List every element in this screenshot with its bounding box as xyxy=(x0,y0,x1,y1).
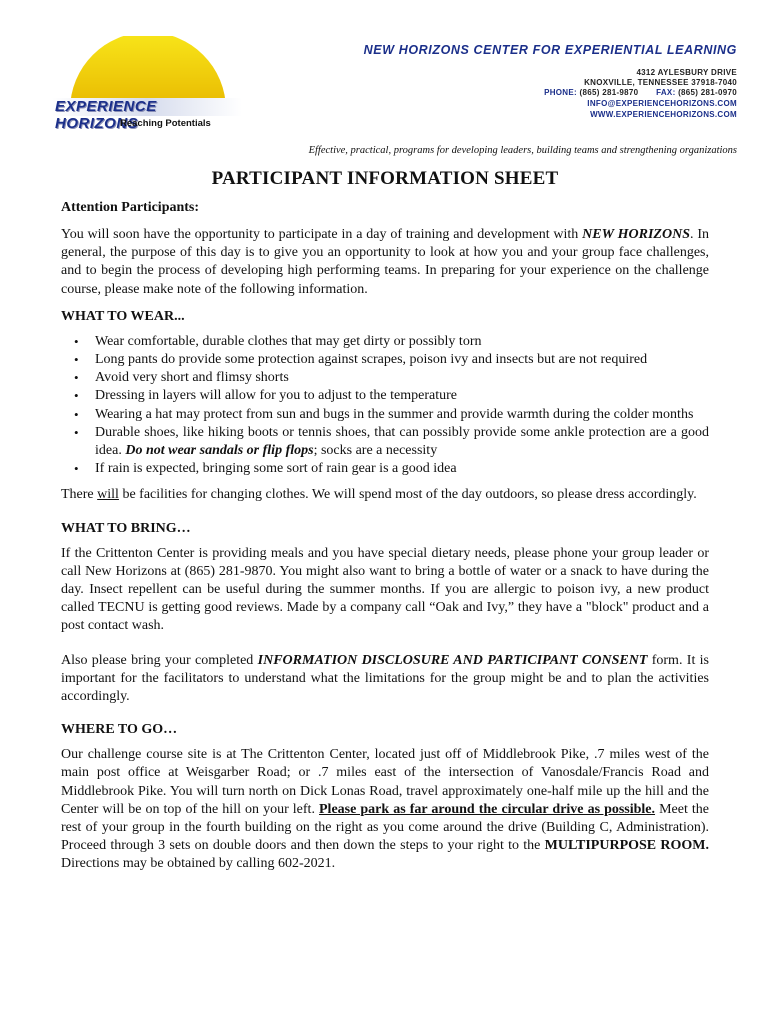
intro-text-1: You will soon have the opportunity to participate in a day of training and development with xyxy=(61,227,583,242)
list-item: • Wearing a hat may protect from sun and bugs in the summer and provide warmth during the colder months xyxy=(95,406,709,424)
wear-note-2: be facilities for changing clothes. We will spend most of the day outdoors, so please dress accordingly. xyxy=(118,487,697,503)
page-title: PARTICIPANT INFORMATION SHEET xyxy=(211,168,559,189)
directions-text-1: Our challenge course site is at The Crittenton Center, located just off of Middlebrook Pike, .7 miles west of the main post office at Weisgarber Road; or .7 miles east of the intersection of Vanosdale/Francis Road and Middlebrook Pike. You will turn north on Dick Lonas Road, travel approximately one-half mile up the hill and the Center will be on top of the hill on your left. xyxy=(61,747,709,817)
shoes-text-1: Durable shoes, like hiking boots or tennis shoes, that can possibly provide some ankle protection are a good idea. xyxy=(95,424,709,459)
shoes-warning: Do not wear sandals or flip flops xyxy=(125,443,314,459)
wear-note-1: There xyxy=(61,487,98,503)
list-item xyxy=(95,424,709,460)
intro-org-emphasis: NEW HORIZONS xyxy=(582,227,690,242)
organization-tagline: Effective, practical, programs for developing leaders, building teams and strengthening organizations xyxy=(308,145,737,156)
logo-wordmark: EXPERIENCE HORIZONS xyxy=(55,98,157,132)
website-link[interactable]: WWW.EXPERIENCEHORIZONS.COM xyxy=(590,110,737,119)
shoes-text-2: ; socks are a necessity xyxy=(313,443,438,459)
phone-number: (865) 281-9870 xyxy=(579,88,639,97)
list-item: • Avoid very short and flimsy shorts xyxy=(95,369,709,387)
parking-instruction: Please park as far around the circular drive as possible. xyxy=(319,801,656,817)
phone-label: PHONE: xyxy=(544,88,577,97)
list-item: • Wear comfortable, durable clothes that may get dirty or possibly torn xyxy=(95,333,709,351)
bring-paragraph-2 xyxy=(61,652,709,707)
room-name: MULTIPURPOSE ROOM. xyxy=(544,838,709,854)
directions-text-2: Meet the rest of your group in the fourth building on the right as you come around the drive (Building C, Administration). Proceed through 3 sets on double doors and then down the steps to your right to the xyxy=(61,801,709,854)
wear-note-underline: will xyxy=(97,487,119,503)
wear-heading: WHAT TO WEAR... xyxy=(61,308,185,324)
address-line-1: 4312 AYLESBURY DRIVE xyxy=(636,68,737,77)
phone-fax-line xyxy=(544,88,737,97)
intro-text-2: . In general, the purpose of this day is to give you an opportunity to look at how you and your group face challenges, and to begin the process of developing high performing teams. In preparing for your experience on the challenge course, please make note of the following information. xyxy=(61,227,710,297)
directions-paragraph xyxy=(61,746,709,873)
bring-text-1: Also please bring your completed xyxy=(61,652,258,668)
fax-label: FAX: xyxy=(656,88,676,97)
main-content xyxy=(61,168,709,874)
list-item: • Dressing in layers will allow for you to adjust to the temperature xyxy=(95,387,709,405)
attention-heading: Attention Participants: xyxy=(61,200,200,215)
consent-form-name: INFORMATION DISCLOSURE AND PARTICIPANT CONSENT xyxy=(257,652,648,668)
email-link[interactable]: INFO@EXPERIENCEHORIZONS.COM xyxy=(587,99,737,108)
organization-name: NEW HORIZONS CENTER FOR EXPERIENTIAL LEARNING xyxy=(363,43,737,57)
intro-paragraph xyxy=(61,226,709,299)
directions-text-3: Directions may be obtained by calling 602-2021. xyxy=(61,856,336,872)
bring-text-2: form. It is important for the facilitators to understand what the limitations for the group might be and to plan the activities accordingly. xyxy=(61,652,710,705)
logo-tagline: Reaching Potentials xyxy=(120,118,211,129)
bring-heading: WHAT TO BRING… xyxy=(61,520,191,536)
wear-note xyxy=(61,486,709,504)
fax-number: (865) 281-0970 xyxy=(678,88,737,97)
list-item: • Long pants do provide some protection against scrapes, poison ivy and insects but are not required xyxy=(95,351,709,369)
address-line-2: KNOXVILLE, TENNESSEE 37918-7040 xyxy=(584,78,737,87)
wear-list xyxy=(61,333,709,479)
list-item: • If rain is expected, bringing some sort of rain gear is a good idea xyxy=(95,460,709,478)
bring-paragraph-1: If the Crittenton Center is providing meals and you have special dietary needs, please phone your group leader or call New Horizons at (865) 281-9870. You might also want to bring a bottle of water or a snack to have during the day. Insect repellent can be useful during the summer months. If you are allergic to poison ivy, a new product called TECNU is getting good reviews. Made by a company call “Oak and Ivy,” they have a "block" product and a post contact wash. xyxy=(61,545,709,634)
go-heading: WHERE TO GO… xyxy=(61,722,178,738)
